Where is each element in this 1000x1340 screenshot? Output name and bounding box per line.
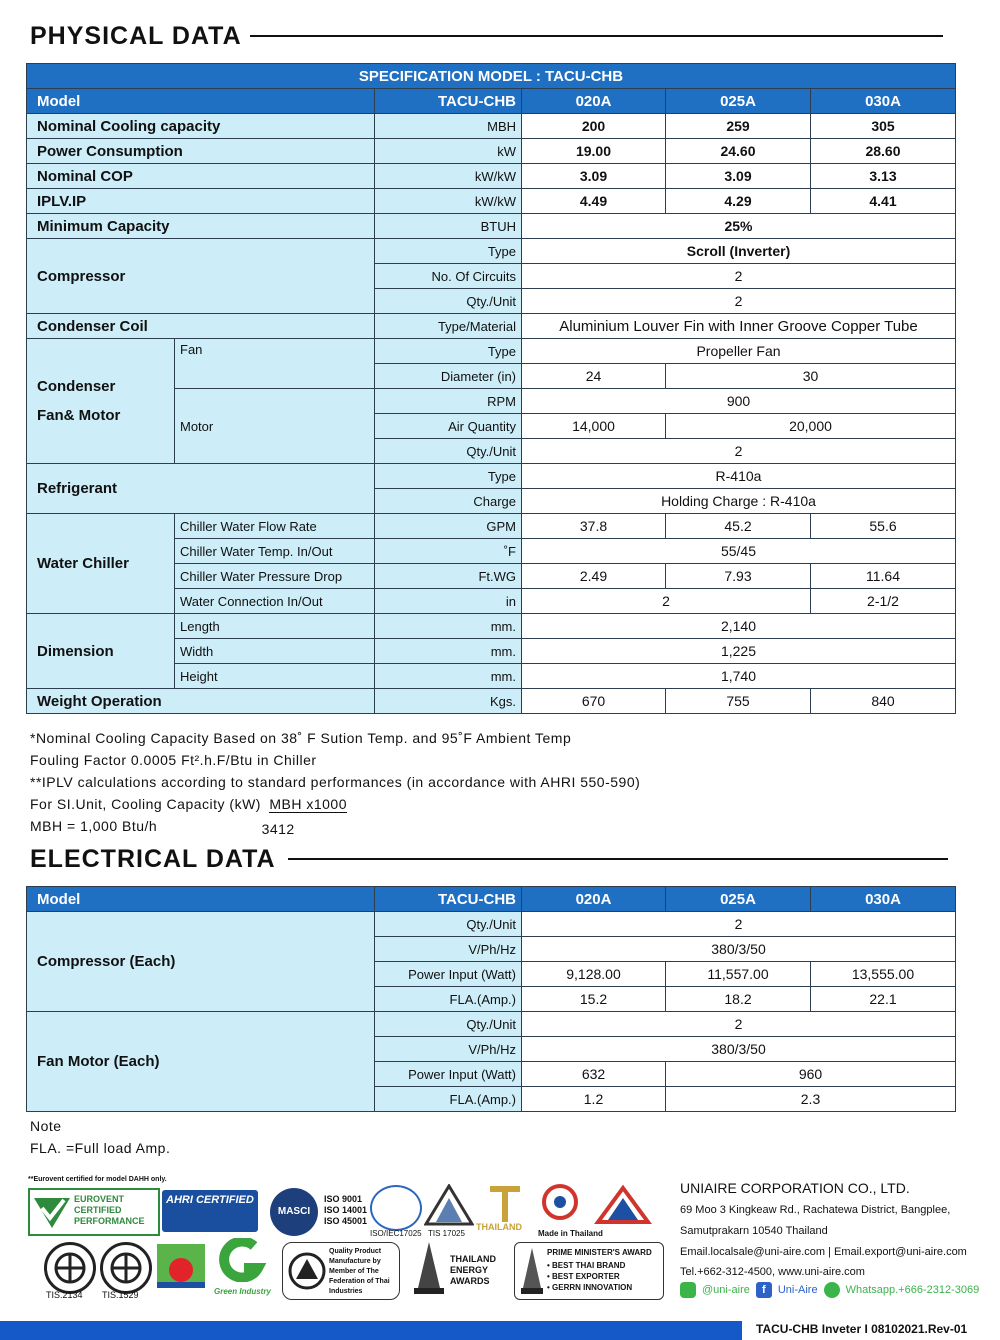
label: Condenser Coil: [27, 314, 375, 339]
value: 2: [522, 289, 956, 314]
note-line: *Nominal Cooling Capacity Based on 38˚ F Sution Temp. and 95˚F Ambient Temp: [30, 730, 572, 746]
footer-bar: [0, 1321, 742, 1340]
company-tel: Tel.+662-312-4500, www.uni-aire.com: [680, 1266, 865, 1278]
value: 30: [666, 364, 956, 389]
value: 2.49: [522, 564, 666, 589]
pm-award-item: • BEST THAI BRAND: [547, 1261, 626, 1270]
row-condenser-coil: [27, 314, 956, 339]
unit: kW/kW: [375, 189, 522, 214]
row-weight: [27, 689, 956, 714]
unit: Charge: [375, 489, 522, 514]
condenser-label-2: Fan& Motor: [37, 407, 121, 424]
trusted-pillar-icon: [484, 1182, 526, 1226]
unit: FLA.(Amp.): [375, 1087, 522, 1112]
value: 55/45: [522, 539, 956, 564]
unit: FLA.(Amp.): [375, 987, 522, 1012]
condenser-label: [27, 339, 175, 464]
value: 840: [811, 689, 956, 714]
value: 305: [811, 114, 956, 139]
line-handle[interactable]: @uni-aire: [702, 1284, 750, 1296]
unit: Type: [375, 464, 522, 489]
value: 2: [522, 1012, 956, 1037]
unit: kW/kW: [375, 164, 522, 189]
value: 11.64: [811, 564, 956, 589]
note-title: Note: [30, 1118, 62, 1134]
unit: Air Quantity: [375, 414, 522, 439]
social-row: [680, 1282, 979, 1298]
unit: RPM: [375, 389, 522, 414]
row-comp-qty: [27, 912, 956, 937]
unit: mm.: [375, 614, 522, 639]
unit: Type/Material: [375, 314, 522, 339]
value: 9,128.00: [522, 962, 666, 987]
title-rule: [288, 858, 948, 860]
ahri-text: AHRI CERTIFIED: [166, 1194, 254, 1206]
value: 755: [666, 689, 811, 714]
model-030a: 030A: [811, 887, 956, 912]
value: 4.41: [811, 189, 956, 214]
sublabel: Water Connection In/Out: [175, 589, 375, 614]
sublabel: Chiller Water Temp. In/Out: [175, 539, 375, 564]
compressor-label: Compressor: [27, 239, 375, 314]
brand-logo: [594, 1184, 652, 1226]
green-g-icon: [214, 1238, 278, 1282]
compressor-each-label: Compressor (Each): [27, 912, 375, 1012]
electrical-notes: [30, 1115, 170, 1159]
eurovent-note: **Eurovent certified for model DAHH only.: [28, 1176, 167, 1183]
unit: BTUH: [375, 214, 522, 239]
spec-header: SPECIFICATION MODEL : TACU-CHB: [27, 64, 956, 89]
condenser-label-1: Condenser: [37, 378, 116, 395]
value: 3.09: [666, 164, 811, 189]
value: 24: [522, 364, 666, 389]
row-cooling: [27, 114, 956, 139]
row-iplv: [27, 189, 956, 214]
value: 2: [522, 912, 956, 937]
company-email: Email.localsale@uni-aire.com | Email.export@uni-aire.com: [680, 1246, 967, 1258]
model-name: TACU-CHB: [375, 887, 522, 912]
value: 3.13: [811, 164, 956, 189]
value: Propeller Fan: [522, 339, 956, 364]
energy-label-logo: [155, 1240, 207, 1292]
value: 45.2: [666, 514, 811, 539]
value: 55.6: [811, 514, 956, 539]
sublabel: Height: [175, 664, 375, 689]
iso-list: ISO 9001 ISO 14001 ISO 45001: [324, 1194, 368, 1226]
masci-logo: MASCI: [270, 1188, 318, 1236]
unit: V/Ph/Hz: [375, 1037, 522, 1062]
iso-iec-text: ISO/IEC17025: [370, 1229, 422, 1238]
unit: Type: [375, 239, 522, 264]
value: 2: [522, 264, 956, 289]
value: 3.09: [522, 164, 666, 189]
fti-logo: [282, 1242, 400, 1300]
unit: Qty./Unit: [375, 1012, 522, 1037]
unit: V/Ph/Hz: [375, 937, 522, 962]
value: 4.49: [522, 189, 666, 214]
model-025a: 025A: [666, 887, 811, 912]
model-label: Model: [27, 887, 375, 912]
unit: No. Of Circuits: [375, 264, 522, 289]
eurovent-logo: [28, 1188, 160, 1236]
unit: Qty./Unit: [375, 912, 522, 937]
model-020a: 020A: [522, 887, 666, 912]
iso-iec-logo: [370, 1185, 422, 1231]
unit: Kgs.: [375, 689, 522, 714]
value: 28.60: [811, 139, 956, 164]
brand-mountain-icon: [594, 1184, 652, 1226]
thailand-trusted-logo: [484, 1182, 526, 1226]
unit: mm.: [375, 639, 522, 664]
tis1529-text: TIS.1529: [102, 1290, 139, 1300]
sublabel: Chiller Water Flow Rate: [175, 514, 375, 539]
value: 670: [522, 689, 666, 714]
fan-label: Fan: [175, 339, 375, 389]
note-fla: FLA. =Full load Amp.: [30, 1140, 171, 1156]
fti-emblem-icon: [287, 1251, 327, 1291]
physical-notes: [30, 727, 640, 837]
value: Aluminium Louver Fin with Inner Groove Copper Tube: [522, 314, 956, 339]
fti-text: Quality Product Manufacture by Member of The Federation of Thai Industries: [329, 1248, 390, 1295]
value: 24.60: [666, 139, 811, 164]
value: 200: [522, 114, 666, 139]
model-030a: 030A: [811, 89, 956, 114]
pm-award-item: • GERRN INNOVATION: [547, 1283, 633, 1292]
footer-doc-id: TACU-CHB Inveter I 08102021.Rev-01: [756, 1322, 968, 1336]
dimension-label: Dimension: [27, 614, 175, 689]
row-min-capacity: [27, 214, 956, 239]
pm-award-logo: [514, 1242, 664, 1300]
company-address-1: 69 Moo 3 Kingkeaw Rd., Rachatewa District, Bangplee,: [680, 1204, 951, 1216]
tis2134-text: TIS.2134: [46, 1290, 83, 1300]
made-in-thailand-icon: [540, 1180, 580, 1226]
pm-award-title: PRIME MINISTER'S AWARD: [547, 1248, 652, 1257]
value: 2: [522, 589, 811, 614]
value: Holding Charge : R-410a: [522, 489, 956, 514]
si-denominator: 3412: [261, 821, 295, 837]
model-020a: 020A: [522, 89, 666, 114]
model-025a: 025A: [666, 89, 811, 114]
whatsapp-icon: [824, 1282, 840, 1298]
value: 14,000: [522, 414, 666, 439]
tis1529-logo: [100, 1242, 152, 1294]
eurovent-check-icon: [32, 1192, 72, 1232]
fan-each-label: Fan Motor (Each): [27, 1012, 375, 1112]
company-address-2: Samutprakarn 10540 Thailand: [680, 1225, 828, 1237]
title-rule: [250, 35, 943, 37]
row-refrigerant-type: [27, 464, 956, 489]
unit: Power Input (Watt): [375, 1062, 522, 1087]
label: Weight Operation: [27, 689, 375, 714]
row-dim-length: [27, 614, 956, 639]
facebook-icon: f: [756, 1282, 772, 1298]
value: 1.2: [522, 1087, 666, 1112]
award-trophy-icon: [410, 1240, 448, 1296]
model-name: TACU-CHB: [375, 89, 522, 114]
sublabel: Chiller Water Pressure Drop: [175, 564, 375, 589]
unit: Type: [375, 339, 522, 364]
electrical-table: [26, 886, 956, 1112]
water-chiller-label: Water Chiller: [27, 514, 175, 614]
unit: Ft.WG: [375, 564, 522, 589]
value: 2: [522, 439, 956, 464]
line-icon: [680, 1282, 696, 1298]
value: 960: [666, 1062, 956, 1087]
motor-label: Motor: [175, 389, 375, 464]
value: 4.29: [666, 189, 811, 214]
si-note: [30, 793, 640, 815]
sublabel: Width: [175, 639, 375, 664]
whatsapp-number[interactable]: Whatsapp.+666-2312-3069: [845, 1284, 980, 1296]
unit: in: [375, 589, 522, 614]
value: 900: [522, 389, 956, 414]
tis-mark-icon: [50, 1248, 90, 1288]
value: 259: [666, 114, 811, 139]
refrigerant-label: Refrigerant: [27, 464, 375, 514]
value: 2,140: [522, 614, 956, 639]
row-power: [27, 139, 956, 164]
pm-award-item: • BEST EXPORTER: [547, 1272, 620, 1281]
value: 11,557.00: [666, 962, 811, 987]
value: 632: [522, 1062, 666, 1087]
mbh-note-row: [30, 815, 640, 837]
pm-award-items: [547, 1260, 632, 1293]
label: IPLV.IP: [27, 189, 375, 214]
row-fan-qty: [27, 1012, 956, 1037]
unit: kW: [375, 139, 522, 164]
si-note-text: For SI.Unit, Cooling Capacity (kW): [30, 796, 261, 812]
tis17025-text: TIS 17025: [428, 1229, 465, 1238]
unit: Diameter (in): [375, 364, 522, 389]
label: Nominal COP: [27, 164, 375, 189]
sublabel: Length: [175, 614, 375, 639]
note-line: **IPLV calculations according to standard performances (in accordance with AHRI 550-590): [30, 774, 641, 790]
unit: MBH: [375, 114, 522, 139]
value: Scroll (Inverter): [522, 239, 956, 264]
value: 2.3: [666, 1087, 956, 1112]
unit: Power Input (Watt): [375, 962, 522, 987]
unit: ˚F: [375, 539, 522, 564]
physical-spec-table: [26, 63, 956, 714]
value: R-410a: [522, 464, 956, 489]
value: 15.2: [522, 987, 666, 1012]
value: 13,555.00: [811, 962, 956, 987]
si-numerator: MBH x1000: [269, 796, 347, 812]
thailand-trusted-text: THAILAND: [476, 1222, 522, 1232]
ahri-logo: [162, 1190, 258, 1232]
model-label: Model: [27, 89, 375, 114]
label: Power Consumption: [27, 139, 375, 164]
value: 380/3/50: [522, 1037, 956, 1062]
mbh-note: MBH = 1,000 Btu/h: [30, 818, 158, 834]
value: 18.2: [666, 987, 811, 1012]
green-industry-logo: [214, 1238, 278, 1296]
note-line: Fouling Factor 0.0005 Ft².h.F/Btu in Chiller: [30, 752, 317, 768]
company-name: UNIAIRE CORPORATION CO., LTD.: [680, 1180, 910, 1196]
value: 19.00: [522, 139, 666, 164]
tis2134-logo: [44, 1242, 96, 1294]
pm-trophy-icon: [519, 1246, 545, 1296]
eurovent-text: EUROVENT CERTIFIED PERFORMANCE: [74, 1194, 145, 1226]
row-fan-type: [27, 339, 956, 364]
value: 2-1/2: [811, 589, 956, 614]
unit: GPM: [375, 514, 522, 539]
unit: mm.: [375, 664, 522, 689]
row-water-flow: [27, 514, 956, 539]
tis-mark-icon: [106, 1248, 146, 1288]
value: 22.1: [811, 987, 956, 1012]
tis-triangle-icon: [424, 1184, 474, 1226]
value: 25%: [522, 214, 956, 239]
label: Nominal Cooling capacity: [27, 114, 375, 139]
unit: Qty./Unit: [375, 439, 522, 464]
label: Minimum Capacity: [27, 214, 375, 239]
value: 1,740: [522, 664, 956, 689]
value: 37.8: [522, 514, 666, 539]
unit: Qty./Unit: [375, 289, 522, 314]
value: 20,000: [666, 414, 956, 439]
energy-award-logo: [404, 1240, 508, 1296]
row-compressor-type: [27, 239, 956, 264]
physical-title: PHYSICAL DATA: [30, 22, 242, 50]
value: 380/3/50: [522, 937, 956, 962]
green-industry-text: Green Industry: [214, 1287, 271, 1296]
made-in-thailand-text: Made in Thailand: [538, 1229, 603, 1238]
tis17025-logo: [424, 1184, 474, 1226]
energy-award-text: THAILAND ENERGY AWARDS: [450, 1254, 496, 1286]
facebook-handle[interactable]: Uni-Aire: [777, 1284, 818, 1296]
row-cop: [27, 164, 956, 189]
made-in-thailand-logo: [540, 1180, 580, 1226]
value: 7.93: [666, 564, 811, 589]
electrical-title: ELECTRICAL DATA: [30, 845, 276, 873]
value: 1,225: [522, 639, 956, 664]
energy-5-icon: [155, 1240, 207, 1292]
